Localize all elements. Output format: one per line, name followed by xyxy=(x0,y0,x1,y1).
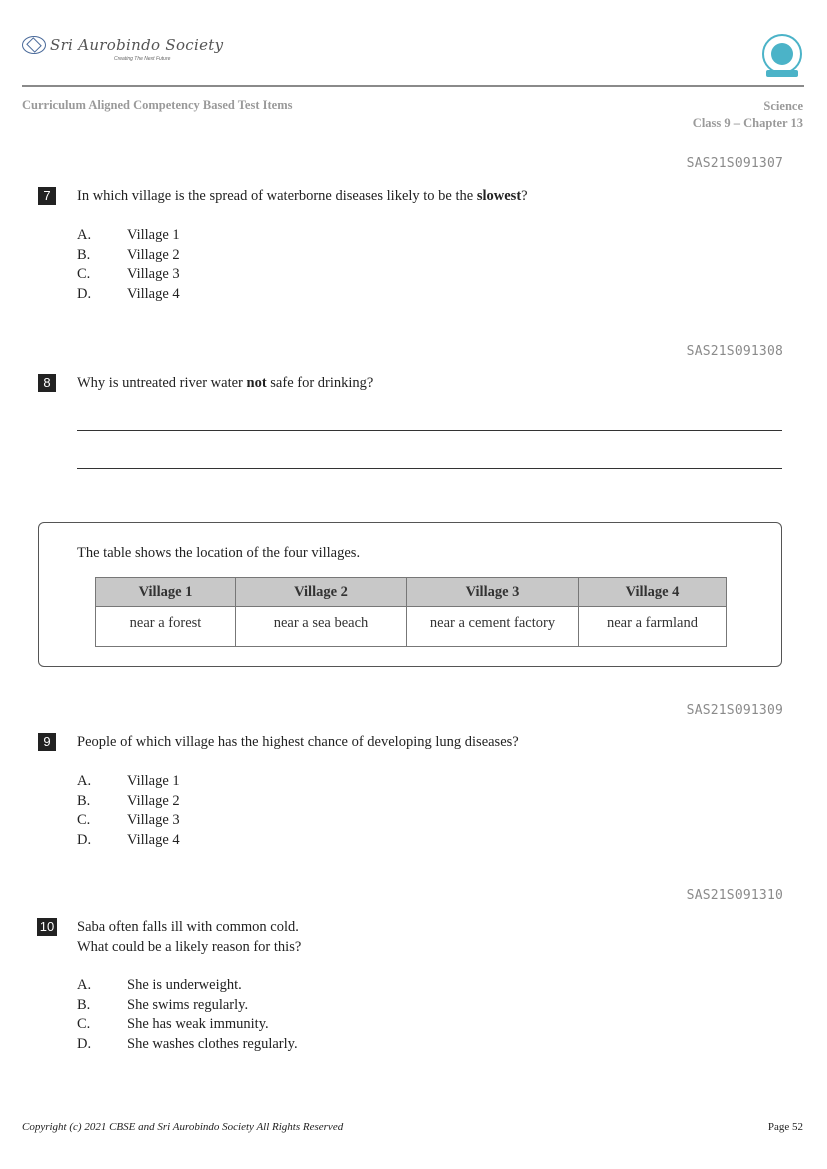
table-cell: near a cement factory xyxy=(407,607,579,647)
page-number: Page 52 xyxy=(767,1121,803,1133)
table-header: Village 1 xyxy=(96,578,236,607)
question-number: 7 xyxy=(38,187,56,205)
item-code: SAS21S091309 xyxy=(686,703,783,718)
question-text: Saba often falls ill with common cold. What could be a likely reason for this? xyxy=(77,919,302,955)
subject-info xyxy=(693,98,803,132)
table-header: Village 2 xyxy=(236,578,407,607)
village-location-table xyxy=(95,577,727,647)
subject: Science xyxy=(763,99,803,113)
item-code: SAS21S091310 xyxy=(686,888,783,903)
org-name: Sri Aurobindo Society xyxy=(50,36,224,54)
option-a[interactable]: A. She is underweight. xyxy=(77,977,242,993)
question-text: In which village is the spread of waterborne diseases likely to be the slowest? xyxy=(77,188,528,204)
item-code: SAS21S091307 xyxy=(686,156,783,171)
question-text: People of which village has the highest chance of developing lung diseases? xyxy=(77,734,519,750)
option-b[interactable]: B. Village 2 xyxy=(77,246,180,263)
document-title: Curriculum Aligned Competency Based Test Items xyxy=(22,98,293,112)
answer-line[interactable] xyxy=(77,430,782,431)
question-text: Why is untreated river water not safe for drinking? xyxy=(77,375,374,391)
options-list xyxy=(77,976,298,1055)
table-row xyxy=(96,607,727,647)
table-header: Village 3 xyxy=(407,578,579,607)
society-emblem-icon xyxy=(22,36,46,54)
cbse-seal-ribbon xyxy=(766,70,798,77)
table-cell: near a forest xyxy=(96,607,236,647)
header-divider xyxy=(22,85,804,87)
option-b[interactable]: B. Village 2 xyxy=(77,792,180,809)
item-code: SAS21S091308 xyxy=(686,344,783,359)
cbse-seal-icon xyxy=(762,34,802,74)
option-a[interactable]: A. Village 1 xyxy=(77,773,180,789)
option-a[interactable]: A. Village 1 xyxy=(77,227,180,243)
option-b[interactable]: B. She swims regularly. xyxy=(77,996,249,1013)
option-c[interactable]: C. Village 3 xyxy=(77,266,180,283)
class-chapter: Class 9 – Chapter 13 xyxy=(692,116,803,130)
copyright-notice: Copyright (c) 2021 CBSE and Sri Aurobindo Society All Rights Reserved xyxy=(22,1121,344,1133)
question-number: 9 xyxy=(38,733,56,751)
option-c[interactable]: C. She has weak immunity. xyxy=(77,1016,269,1033)
sri-aurobindo-society-logo xyxy=(22,36,224,62)
question-number: 10 xyxy=(37,918,57,936)
option-d[interactable]: D. Village 4 xyxy=(77,832,180,849)
table-cell: near a farmland xyxy=(579,607,727,647)
options-list xyxy=(77,226,180,305)
option-d[interactable]: D. She washes clothes regularly. xyxy=(77,1036,298,1053)
org-tagline: Creating The Next Future xyxy=(114,56,171,62)
context-intro: The table shows the location of the four villages. xyxy=(77,545,361,561)
table-header-row xyxy=(96,578,727,607)
table-header: Village 4 xyxy=(579,578,727,607)
question-number: 8 xyxy=(38,374,56,392)
answer-line[interactable] xyxy=(77,468,782,469)
options-list xyxy=(77,772,180,851)
option-c[interactable]: C. Village 3 xyxy=(77,812,180,829)
table-cell: near a sea beach xyxy=(236,607,407,647)
emphasis: slowest xyxy=(476,188,522,204)
option-d[interactable]: D. Village 4 xyxy=(77,286,180,303)
emphasis: not xyxy=(246,375,267,391)
